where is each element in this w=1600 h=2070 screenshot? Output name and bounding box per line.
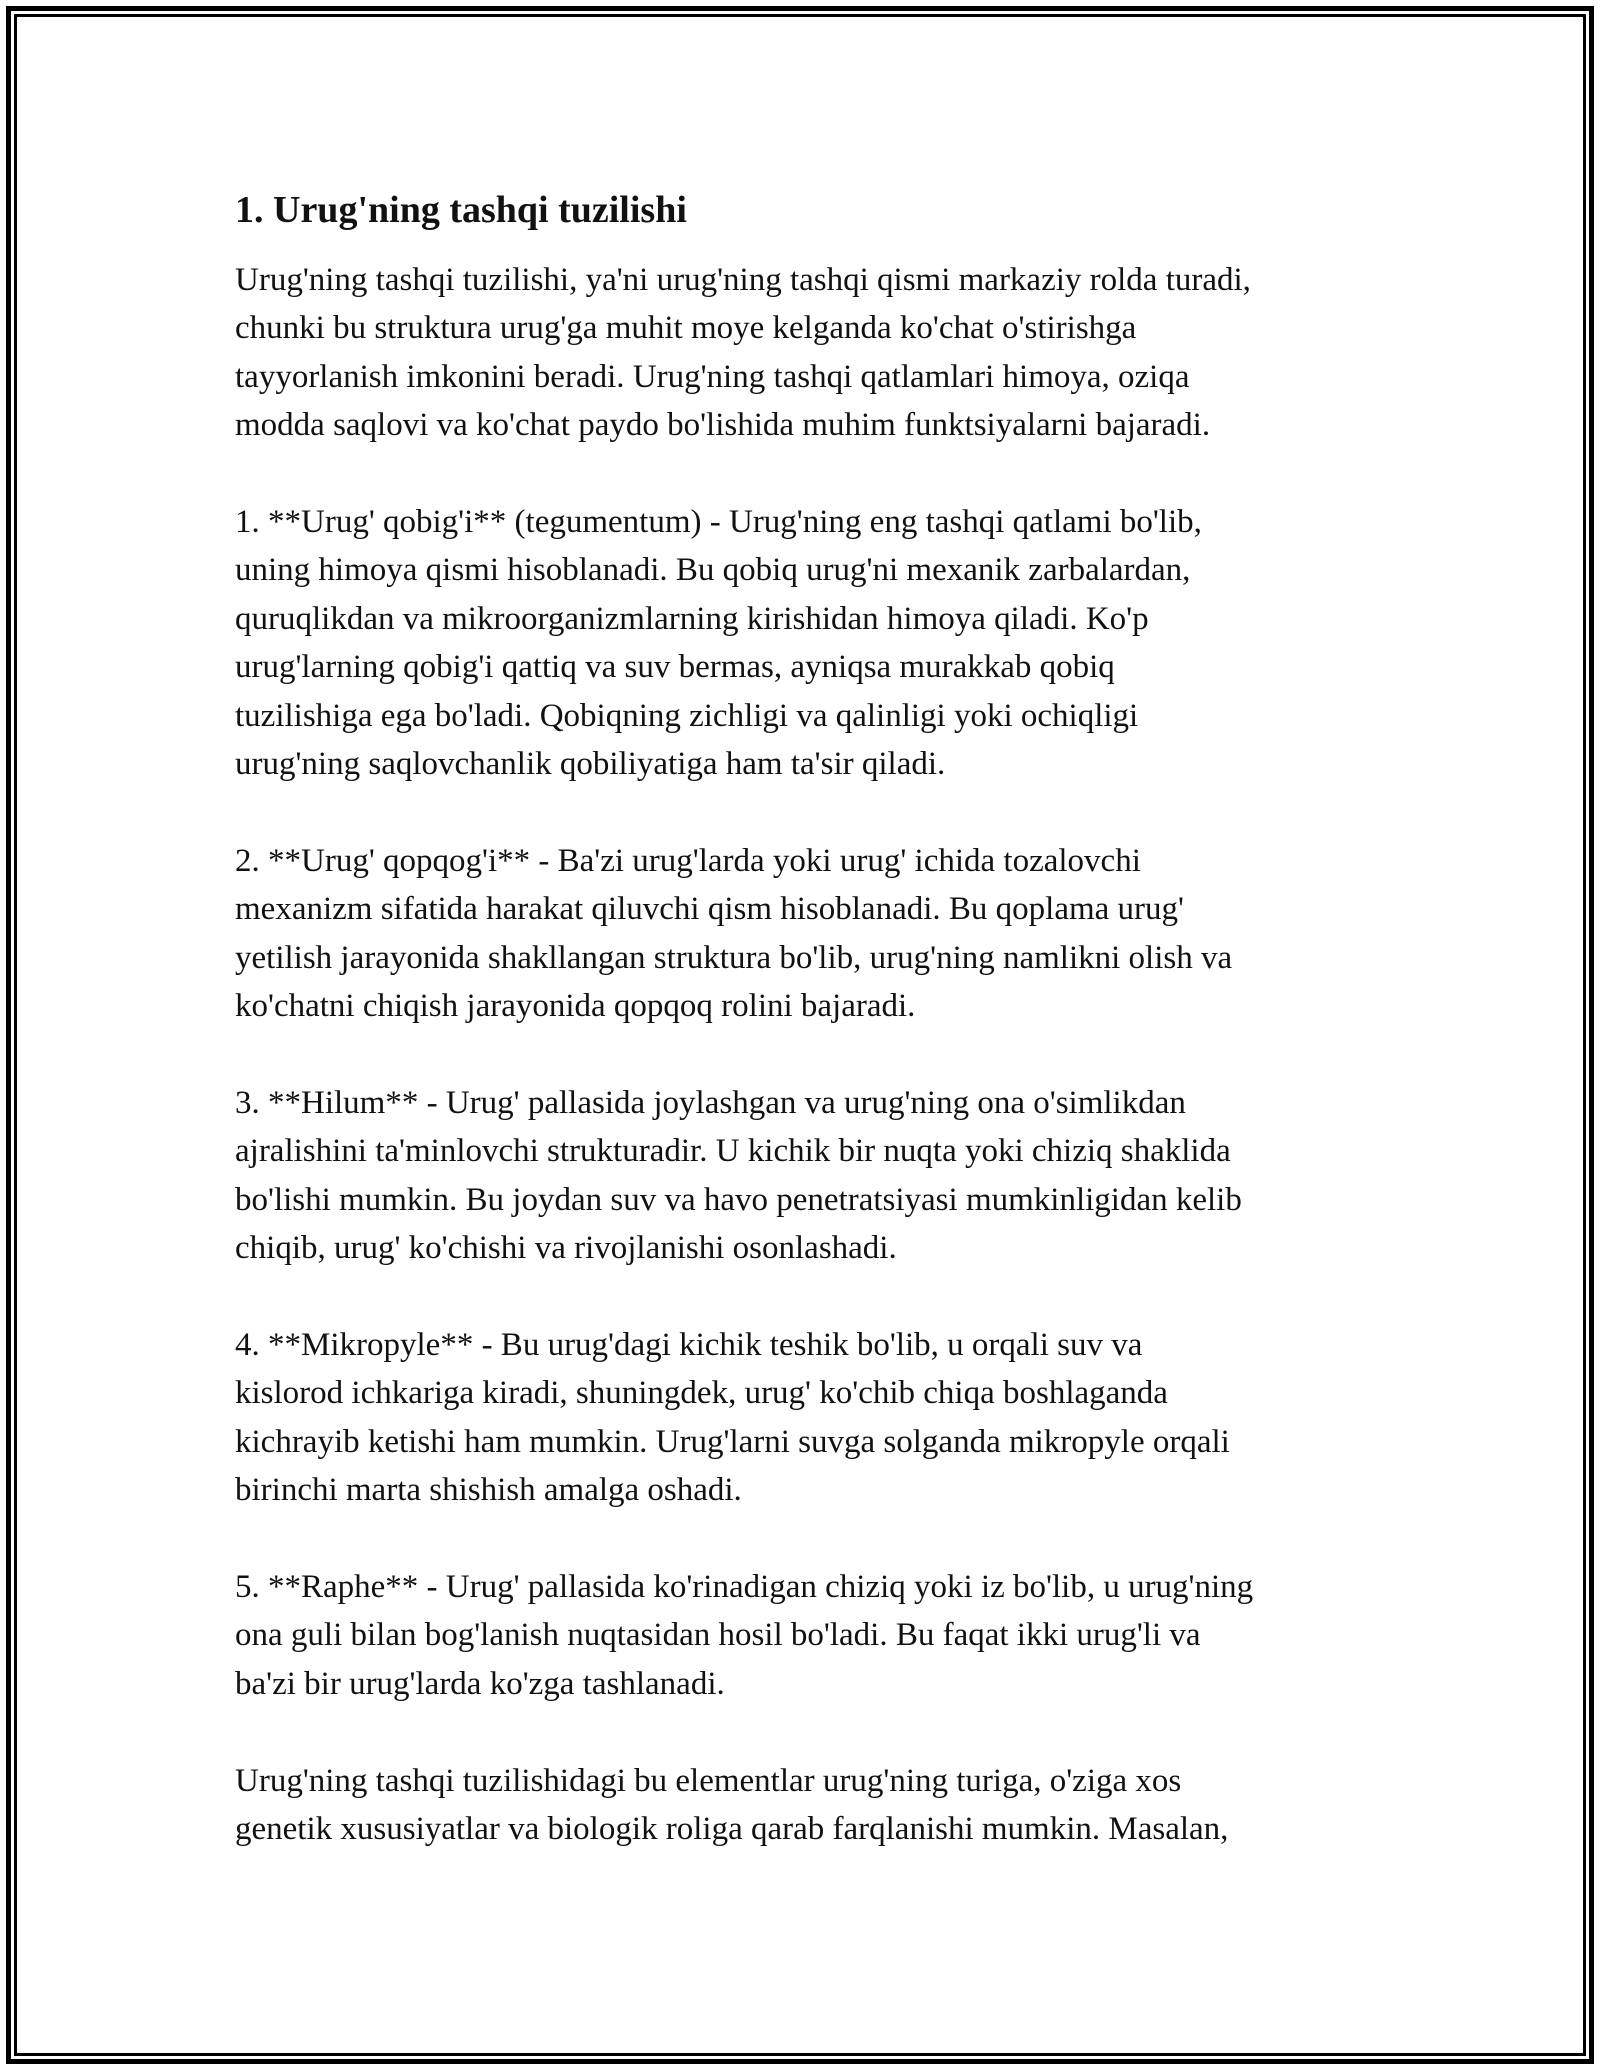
list-item-hilum: 3. **Hilum** - Urug' pallasida joylashgan va urug'ning ona o'simlikdan ajralishini ta'minlovchi strukturadir. U kichik bir nuqta yoki chiziq shaklida bo'lishi mumkin. Bu joydan suv va havo penetratsiyasi mumkinligidan kelib chiqib, urug' ko'chishi va rivojlanishi osonlashadi.: [235, 1084, 1242, 1267]
list-item-seed-coat: 1. **Urug' qobig'i** (tegumentum) - Urug'ning eng tashqi qatlami bo'lib, uning himoya qismi hisoblanadi. Bu qobiq urug'ni mexanik zarbalardan, quruqlikdan va mikroorganizmlarning kirishidan himoya qiladi. Ko'p urug'larning qobig'i qattiq va suv bermas, ayniqsa murakkab qobiq tuzilishiga ega bo'ladi. Qobiqning zichligi va qalinligi yoki ochiqligi urug'ning saqlovchanlik qobiliyatiga ham ta'sir qiladi.: [235, 504, 1202, 783]
intro-paragraph: Urug'ning tashqi tuzilishi, ya'ni urug'ning tashqi qismi markaziy rolda turadi, chunki bu struktura urug'ga muhit moye kelganda ko'chat o'stirishga tayyorlanish imkonini beradi. Urug'ning tashqi qatlamlari himoya, oziqa modda saqlovi va ko'chat paydo bo'lishida muhim funktsiyalarni bajaradi.: [235, 262, 1251, 444]
document-body: [235, 186, 1395, 1902]
closing-paragraph: Urug'ning tashqi tuzilishidagi bu elementlar urug'ning turiga, o'ziga xos genetik xususiyatlar va biologik roliga qarab farqlanishi mumkin. Masalan,: [235, 1762, 1229, 1847]
section-heading: 1. Urug'ning tashqi tuzilishi: [235, 189, 687, 231]
list-item-micropyle: 4. **Mikropyle** - Bu urug'dagi kichik teshik bo'lib, u orqali suv va kislorod ichkariga kiradi, shuningdek, urug' ko'chib chiqa boshlaganda kichrayib ketishi ham mumkin. Urug'larni suvga solganda mikropyle orqali birinchi marta shishish amalga oshadi.: [235, 1326, 1230, 1509]
list-item-seed-cap: 2. **Urug' qopqog'i** - Ba'zi urug'larda yoki urug' ichida tozalovchi mexanizm sifatida harakat qiluvchi qism hisoblanadi. Bu qoplama urug' yetilish jarayonida shakllangan struktura bo'lib, urug'ning namlikni olish va ko'chatni chiqish jarayonida qopqoq rolini bajaradi.: [235, 842, 1233, 1025]
list-item-raphe: 5. **Raphe** - Urug' pallasida ko'rinadigan chiziq yoki iz bo'lib, u urug'ning ona guli bilan bog'lanish nuqtasidan hosil bo'ladi. Bu faqat ikki urug'li va ba'zi bir urug'larda ko'zga tashlanadi.: [235, 1568, 1254, 1702]
